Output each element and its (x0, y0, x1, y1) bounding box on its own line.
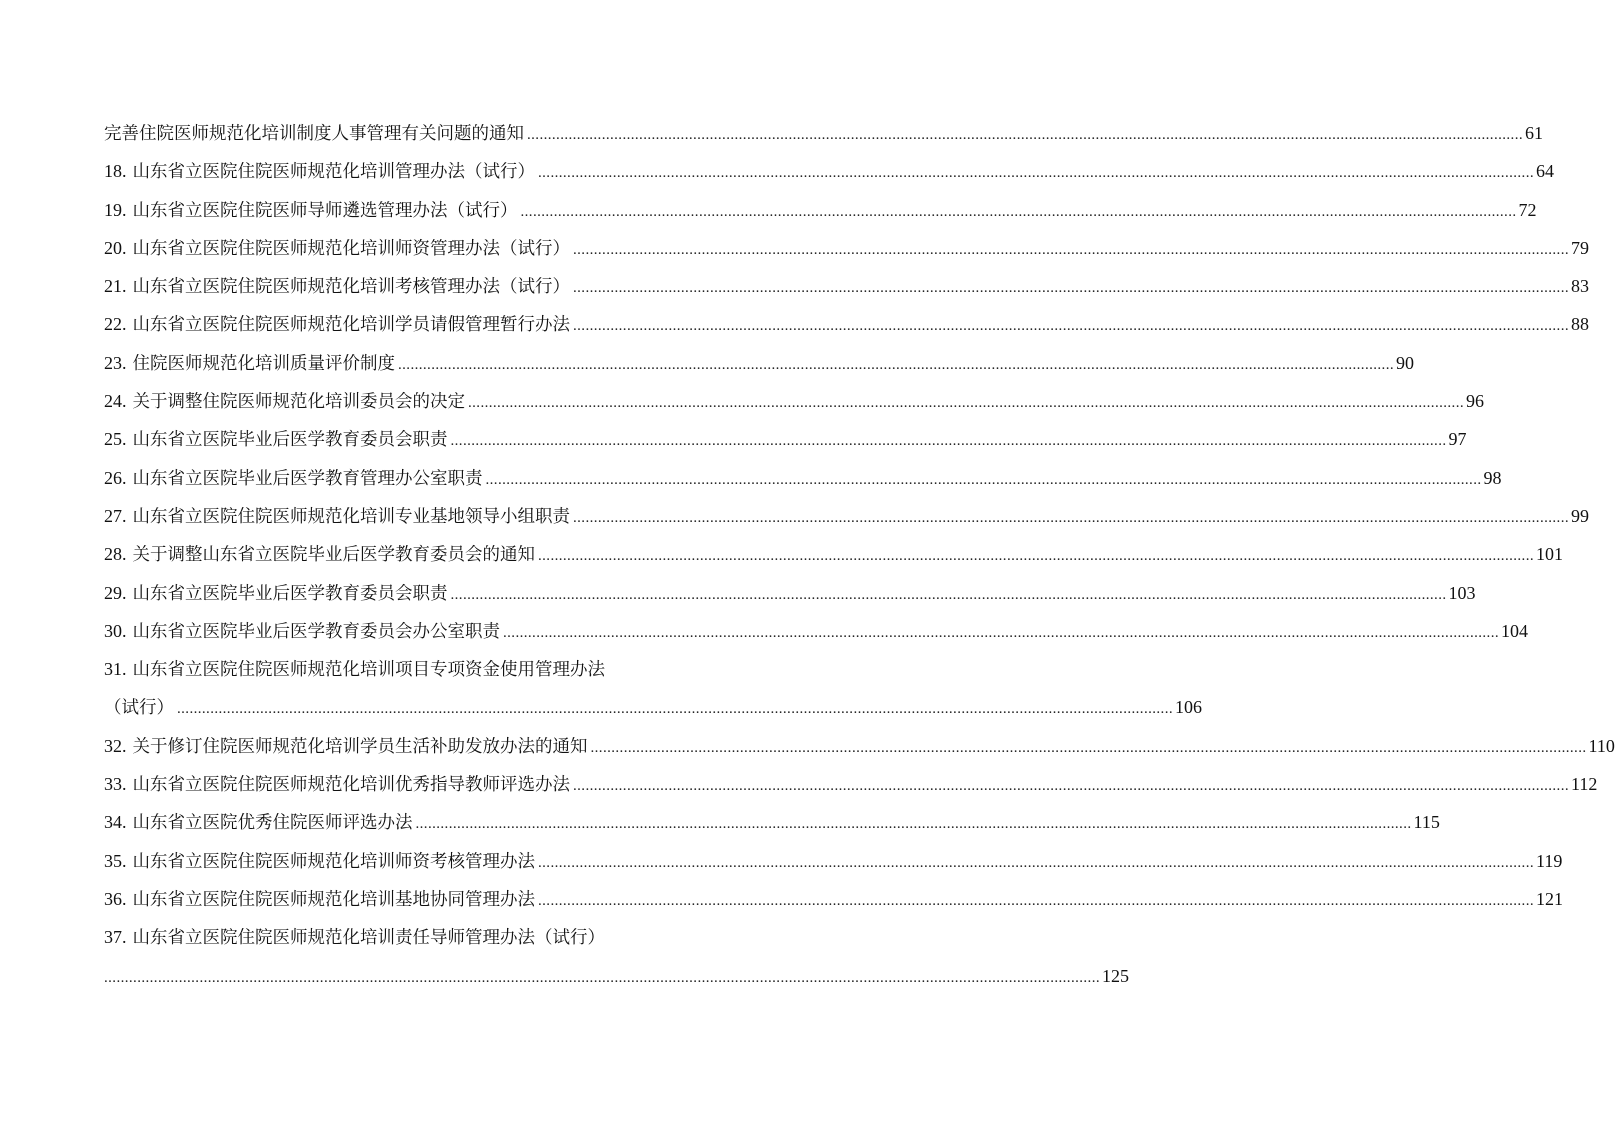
toc-leader-dots (398, 346, 1394, 384)
toc-leader-dots (573, 499, 1569, 537)
toc-entry-number: 22. (104, 314, 127, 335)
toc-entry-number: 33. (104, 774, 127, 795)
table-of-contents (104, 114, 1615, 995)
toc-entry-page: 98 (1483, 467, 1502, 488)
toc-leader-dots (538, 882, 1534, 920)
toc-leader-dots (416, 805, 1412, 843)
toc-entry[interactable] (104, 191, 1537, 229)
toc-entry[interactable] (104, 535, 1563, 573)
toc-entry-number: 20. (104, 237, 127, 258)
toc-entry-number: 28. (104, 544, 127, 565)
toc-leader-dots (177, 690, 1173, 728)
toc-entry-number: 34. (104, 812, 127, 833)
toc-entry-title: 关于调整山东省立医院毕业后医学教育委员会的通知 (132, 545, 535, 566)
toc-entry-number: 31. (104, 659, 127, 680)
toc-entry-title: 山东省立医院毕业后医学教育委员会职责 (132, 583, 448, 604)
toc-leader-dots (486, 461, 1482, 499)
toc-entry-number: 36. (104, 888, 127, 909)
toc-entry[interactable] (104, 880, 1563, 918)
toc-entry-page: 103 (1448, 582, 1476, 603)
toc-entry-title: 关于调整住院医师规范化培训委员会的决定 (132, 392, 465, 413)
toc-leader-dots (591, 729, 1587, 767)
toc-entry[interactable] (104, 229, 1589, 267)
toc-entry-title: 山东省立医院住院医师规范化培训考核管理办法（试行） (132, 277, 570, 298)
toc-entry-page: 121 (1536, 888, 1563, 909)
toc-entry-page: 64 (1536, 161, 1554, 182)
toc-entry-title: 山东省立医院住院医师规范化培训师资考核管理办法 (132, 851, 535, 872)
toc-entry[interactable] (104, 842, 1563, 880)
toc-entry[interactable] (104, 305, 1589, 343)
toc-entry-page: 97 (1448, 429, 1467, 450)
toc-entry[interactable] (104, 114, 1543, 152)
toc-entry-page: 104 (1501, 620, 1528, 641)
toc-entry-page: 119 (1536, 850, 1563, 871)
toc-entry-title-continued: （试行） (104, 698, 174, 719)
toc-entry-page: 83 (1571, 276, 1589, 297)
toc-entry-title: 完善住院医师规范化培训制度人事管理有关问题的通知 (104, 124, 524, 144)
toc-entry-page: 90 (1396, 352, 1414, 373)
toc-entry-title: 山东省立医院毕业后医学教育委员会职责 (132, 430, 448, 451)
toc-entry[interactable] (104, 765, 1598, 803)
toc-entry-number: 19. (104, 199, 127, 220)
toc-entry[interactable] (104, 574, 1476, 612)
toc-entry[interactable] (104, 497, 1589, 535)
toc-leader-dots (538, 844, 1534, 882)
toc-entry[interactable] (104, 918, 696, 956)
toc-entry-title: 山东省立医院住院医师规范化培训学员请假管理暂行办法 (132, 315, 570, 336)
toc-leader-dots (468, 384, 1464, 422)
toc-entry-title: 山东省立医院住院医师规范化培训项目专项资金使用管理办法 (132, 660, 605, 681)
toc-entry[interactable] (104, 267, 1589, 305)
toc-entry[interactable] (104, 382, 1484, 420)
toc-entry-title: 山东省立医院毕业后医学教育委员会办公室职责 (132, 621, 500, 642)
toc-leader-dots (573, 269, 1569, 307)
toc-entry-page: 125 (1102, 965, 1129, 986)
toc-entry-page: 112 (1571, 774, 1598, 795)
toc-entry-number: 32. (104, 735, 127, 756)
toc-entry-page: 106 (1175, 697, 1202, 718)
toc-entry-page: 61 (1525, 123, 1543, 143)
toc-entry[interactable] (104, 650, 696, 688)
toc-entry-title: 山东省立医院优秀住院医师评选办法 (132, 813, 413, 834)
toc-entry-page: 88 (1571, 314, 1589, 335)
toc-entry[interactable] (104, 420, 1467, 458)
toc-leader-dots (104, 959, 1100, 997)
toc-leader-dots (573, 231, 1569, 269)
toc-entry-number: 24. (104, 391, 127, 412)
toc-entry-title: 山东省立医院住院医师规范化培训师资管理办法（试行） (132, 238, 570, 259)
toc-entry-page: 79 (1571, 237, 1589, 258)
toc-leader-dots (538, 154, 1534, 192)
toc-entry-continuation[interactable] (104, 688, 1202, 726)
toc-entry-continuation[interactable] (104, 957, 1129, 995)
toc-entry-page: 115 (1413, 812, 1440, 833)
toc-leader-dots (451, 422, 1447, 460)
toc-entry-number: 21. (104, 276, 127, 297)
toc-leader-dots (503, 614, 1499, 652)
toc-entry[interactable] (104, 803, 1440, 841)
toc-leader-dots (521, 193, 1517, 231)
toc-entry-title: 山东省立医院住院医师导师遴选管理办法（试行） (132, 200, 518, 221)
toc-entry[interactable] (104, 727, 1615, 765)
toc-entry[interactable] (104, 152, 1554, 190)
toc-entry-number: 27. (104, 505, 127, 526)
toc-entry-title: 山东省立医院住院医师规范化培训优秀指导教师评选办法 (132, 775, 570, 796)
toc-entry[interactable] (104, 344, 1414, 382)
toc-leader-dots (451, 576, 1447, 614)
toc-entry-page: 72 (1518, 199, 1537, 220)
toc-entry-page: 96 (1466, 391, 1484, 412)
toc-entry-page: 101 (1536, 544, 1563, 565)
toc-leader-dots (573, 307, 1569, 345)
toc-entry-number: 35. (104, 850, 127, 871)
toc-leader-dots (527, 116, 1523, 154)
toc-entry-title: 山东省立医院毕业后医学教育管理办公室职责 (132, 468, 483, 489)
toc-entry-title: 山东省立医院住院医师规范化培训基地协同管理办法 (132, 889, 535, 910)
toc-entry-title: 山东省立医院住院医师规范化培训专业基地领导小组职责 (132, 506, 570, 527)
toc-entry-number: 25. (104, 429, 127, 450)
toc-entry-number: 23. (104, 352, 127, 373)
toc-leader-dots (573, 767, 1569, 805)
toc-entry-title: 山东省立医院住院医师规范化培训责任导师管理办法（试行） (132, 928, 605, 949)
toc-entry-number: 26. (104, 467, 127, 488)
toc-entry-number: 29. (104, 582, 127, 603)
toc-entry-page: 99 (1571, 505, 1589, 526)
toc-entry-title: 关于修订住院医师规范化培训学员生活补助发放办法的通知 (132, 736, 588, 757)
toc-entry[interactable] (104, 459, 1502, 497)
toc-entry-number: 30. (104, 620, 127, 641)
toc-entry-page: 110 (1588, 735, 1615, 756)
toc-entry-title: 山东省立医院住院医师规范化培训管理办法（试行） (132, 162, 535, 183)
toc-leader-dots (538, 537, 1534, 575)
toc-entry-number: 37. (104, 927, 127, 948)
toc-entry-title: 住院医师规范化培训质量评价制度 (132, 353, 395, 374)
toc-entry[interactable] (104, 612, 1528, 650)
toc-entry-number: 18. (104, 161, 127, 182)
